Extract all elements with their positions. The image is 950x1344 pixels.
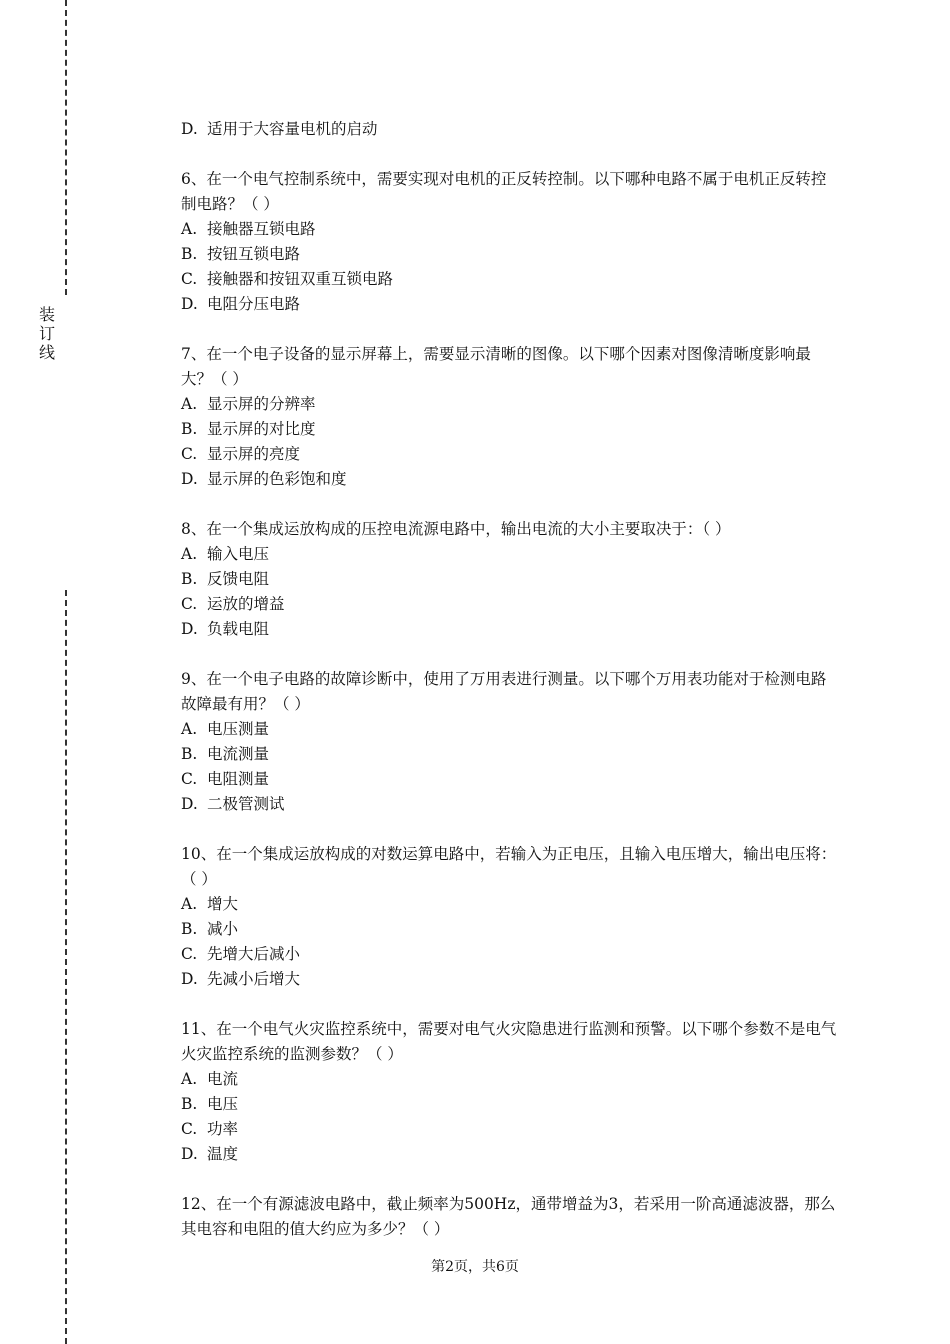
option-d: [181, 617, 841, 642]
option-text: 接触器互锁电路: [207, 220, 316, 238]
option-letter: D.: [181, 470, 198, 488]
question-10: [181, 842, 841, 992]
option-b: [181, 417, 841, 442]
option-letter: A.: [181, 895, 198, 913]
option-text: 显示屏的分辨率: [207, 395, 316, 413]
option-a: [181, 392, 841, 417]
option-text: 先增大后减小: [207, 945, 301, 963]
option-d: [181, 792, 841, 817]
option-d: [181, 117, 841, 142]
option-letter: D.: [181, 1145, 198, 1163]
prev-question-tail: [181, 117, 841, 142]
option-letter: B.: [181, 745, 198, 763]
option-d: [181, 292, 841, 317]
exam-content: [181, 117, 841, 1267]
question-stem: 6、在一个电气控制系统中，需要实现对电机的正反转控制。以下哪种电路不属于电机正反转控制电路？（ ）: [181, 170, 827, 213]
option-b: [181, 1092, 841, 1117]
option-letter: B.: [181, 245, 198, 263]
question-stem: 7、在一个电子设备的显示屏幕上，需要显示清晰的图像。以下哪个因素对图像清晰度影响最大？（ ）: [181, 345, 811, 388]
option-text: 输入电压: [207, 545, 270, 563]
option-letter: D.: [181, 620, 198, 638]
option-text: 二极管测试: [207, 795, 285, 813]
question-stem: 12、在一个有源滤波电路中，截止频率为500Hz，通带增益为3，若采用一阶高通滤波器，那么其电容和电阻的值大约应为多少？（ ）: [181, 1195, 836, 1238]
option-letter: A.: [181, 720, 198, 738]
binding-line-bottom: [65, 590, 67, 1344]
option-b: [181, 917, 841, 942]
option-text: 温度: [207, 1145, 239, 1163]
option-text: 接触器和按钮双重互锁电路: [207, 270, 394, 288]
option-letter: C.: [181, 595, 198, 613]
option-text: 增大: [207, 895, 239, 913]
option-text: 显示屏的亮度: [207, 445, 301, 463]
question-9: [181, 667, 841, 817]
question-12: [181, 1192, 841, 1242]
option-text: 负载电阻: [207, 620, 270, 638]
option-d: [181, 1142, 841, 1167]
option-letter: D.: [181, 795, 198, 813]
option-c: [181, 267, 841, 292]
option-letter: A.: [181, 545, 198, 563]
binding-label: [37, 305, 57, 362]
binding-char: 订: [38, 324, 55, 343]
option-c: [181, 942, 841, 967]
option-text: 适用于大容量电机的启动: [207, 120, 378, 138]
option-b: [181, 242, 841, 267]
option-text: 电流测量: [207, 745, 270, 763]
binding-char: 装: [38, 305, 55, 324]
option-letter: A.: [181, 1070, 198, 1088]
option-text: 功率: [207, 1120, 239, 1138]
option-letter: C.: [181, 770, 198, 788]
page-footer: 第2页，共6页: [431, 1259, 519, 1275]
binding-char: 线: [38, 343, 55, 362]
question-stem: 9、在一个电子电路的故障诊断中，使用了万用表进行测量。以下哪个万用表功能对于检测电路故障最有用？（ ）: [181, 670, 827, 713]
option-c: [181, 592, 841, 617]
option-letter: D.: [181, 295, 198, 313]
option-c: [181, 767, 841, 792]
option-text: 按钮互锁电路: [207, 245, 301, 263]
option-c: [181, 1117, 841, 1142]
option-text: 显示屏的对比度: [207, 420, 316, 438]
option-text: 先减小后增大: [207, 970, 301, 988]
option-text: 减小: [207, 920, 239, 938]
option-letter: B.: [181, 420, 198, 438]
option-text: 反馈电阻: [207, 570, 270, 588]
option-b: [181, 742, 841, 767]
option-letter: A.: [181, 395, 198, 413]
question-6: [181, 167, 841, 317]
option-letter: D.: [181, 970, 198, 988]
question-stem: 10、在一个集成运放构成的对数运算电路中，若输入为正电压，且输入电压增大，输出电压将：（ ）: [181, 845, 837, 888]
option-d: [181, 967, 841, 992]
option-text: 电阻分压电路: [207, 295, 301, 313]
option-b: [181, 567, 841, 592]
option-text: 电压测量: [207, 720, 270, 738]
question-7: [181, 342, 841, 492]
option-a: [181, 717, 841, 742]
option-letter: C.: [181, 270, 198, 288]
option-text: 电流: [207, 1070, 239, 1088]
option-a: [181, 892, 841, 917]
question-stem: 8、在一个集成运放构成的压控电流源电路中，输出电流的大小主要取决于：（ ）: [181, 520, 731, 538]
option-d: [181, 467, 841, 492]
question-11: [181, 1017, 841, 1167]
option-letter: B.: [181, 920, 198, 938]
option-letter: B.: [181, 570, 198, 588]
option-text: 电阻测量: [207, 770, 270, 788]
option-letter: C.: [181, 1120, 198, 1138]
option-text: 电压: [207, 1095, 239, 1113]
option-text: 运放的增益: [207, 595, 285, 613]
option-c: [181, 442, 841, 467]
option-text: 显示屏的色彩饱和度: [207, 470, 347, 488]
question-stem: 11、在一个电气火灾监控系统中，需要对电气火灾隐患进行监测和预警。以下哪个参数不是电气火灾监控系统的监测参数？（ ）: [181, 1020, 837, 1063]
option-letter: A.: [181, 220, 198, 238]
option-a: [181, 1067, 841, 1092]
option-letter: D.: [181, 120, 198, 138]
option-letter: B.: [181, 1095, 198, 1113]
option-a: [181, 217, 841, 242]
binding-line-top: [65, 0, 67, 295]
option-a: [181, 542, 841, 567]
question-8: [181, 517, 841, 642]
question-list: [181, 167, 841, 1242]
option-letter: C.: [181, 945, 198, 963]
option-letter: C.: [181, 445, 198, 463]
